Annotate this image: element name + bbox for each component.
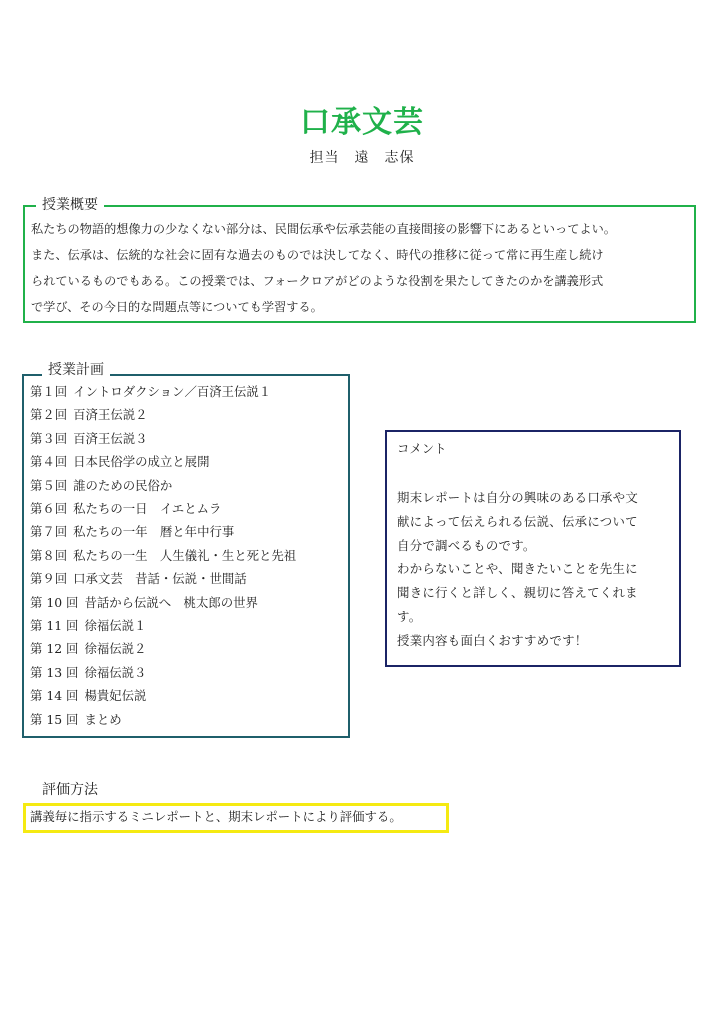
- evaluation-text: 講義毎に指示するミニレポートと、期末レポートにより評価する。: [30, 809, 402, 824]
- plan-item-number: 第 10 回: [30, 594, 79, 610]
- plan-item-title: 誰のための民俗か: [73, 477, 173, 493]
- plan-item: [30, 708, 296, 731]
- plan-item-title: 昔話から伝説へ 桃太郎の世界: [84, 594, 258, 610]
- plan-item: [30, 380, 296, 403]
- plan-item-number: 第 14 回: [30, 688, 79, 704]
- evaluation-label: 評価方法: [42, 782, 98, 798]
- plan-item-number: 第 15 回: [30, 711, 79, 727]
- plan-item: [30, 661, 296, 684]
- plan-item: [30, 567, 296, 590]
- plan-item: [30, 614, 296, 637]
- comment-line: わからないことや、聞きたいことを先生に: [397, 561, 638, 577]
- overview-text: [31, 216, 691, 320]
- plan-item-number: 第２回: [30, 407, 68, 423]
- plan-item-title: 私たちの一日 イエとムラ: [73, 501, 222, 517]
- plan-item-number: 第９回: [30, 571, 68, 587]
- plan-item: [30, 591, 296, 614]
- plan-item-title: 口承文芸 昔話・伝説・世間話: [73, 571, 247, 587]
- plan-item-title: 百済王伝説２: [73, 407, 148, 423]
- plan-item-number: 第８回: [30, 547, 68, 563]
- plan-item-number: 第３回: [30, 430, 68, 446]
- plan-item-title: 徐福伝説２: [84, 641, 147, 657]
- comment-line: 献によって伝えられる伝説、伝承について: [397, 513, 638, 529]
- plan-item-number: 第６回: [30, 501, 68, 517]
- plan-item-title: イントロダクション／百済王伝説１: [73, 384, 272, 399]
- plan-item-title: まとめ: [84, 711, 122, 727]
- comment-line: 授業内容も面白くおすすめです！: [397, 632, 588, 648]
- plan-item-number: 第４回: [30, 454, 68, 470]
- plan-item-number: 第 12 回: [30, 641, 79, 657]
- instructor-name: 担当 遠 志保: [309, 150, 415, 166]
- plan-item: [30, 450, 296, 473]
- plan-item: [30, 544, 296, 567]
- page-title: 口承文芸: [300, 105, 424, 140]
- overview-label: 授業概要: [36, 196, 104, 214]
- comment-body: [397, 486, 679, 653]
- comment-line: 聞きに行くと詳しく、親切に答えてくれま: [397, 585, 638, 601]
- plan-item-title: 楊貴妃伝説: [84, 688, 147, 704]
- plan-label: 授業計画: [42, 361, 110, 379]
- overview-line: また、伝承は、伝統的な社会に固有な過去のものでは決してなく、時代の推移に従って常に再生産し続け: [31, 248, 604, 262]
- overview-line: られているものでもある。この授業では、フォークロアがどのような役割を果たしてきたのかを講義形式: [31, 274, 604, 288]
- plan-item: [30, 497, 296, 520]
- comment-line: 期末レポートは自分の興味のある口承や文: [397, 490, 639, 505]
- plan-item: [30, 637, 296, 660]
- plan-item: [30, 520, 296, 543]
- overview-line: 私たちの物語的想像力の少なくない部分は、民間伝承や伝承芸能の直接間接の影響下にあるといってよい。: [31, 222, 616, 236]
- plan-item-number: 第５回: [30, 477, 68, 493]
- plan-item-number: 第 11 回: [30, 618, 79, 634]
- plan-list: [30, 380, 296, 731]
- plan-item: [30, 427, 296, 450]
- plan-item-title: 日本民俗学の成立と展開: [73, 454, 210, 470]
- plan-item-title: 徐福伝説１: [84, 618, 147, 634]
- plan-item-title: 私たちの一生 人生儀礼・生と死と先祖: [73, 547, 297, 563]
- plan-item-title: 徐福伝説３: [84, 664, 147, 680]
- comment-line: す。: [397, 608, 422, 624]
- plan-item: [30, 474, 296, 497]
- plan-item: [30, 403, 296, 426]
- plan-item-number: 第１回: [30, 384, 68, 399]
- comment-line: 自分で調べるものです。: [397, 537, 536, 553]
- overview-line: で学び、その今日的な問題点等についても学習する。: [31, 300, 323, 314]
- plan-item-title: 百済王伝説３: [73, 430, 148, 446]
- plan-item: [30, 684, 296, 707]
- comment-heading: コメント: [397, 441, 447, 456]
- plan-item-number: 第７回: [30, 524, 68, 540]
- plan-item-title: 私たちの一年 暦と年中行事: [73, 524, 235, 540]
- plan-item-number: 第 13 回: [30, 664, 79, 680]
